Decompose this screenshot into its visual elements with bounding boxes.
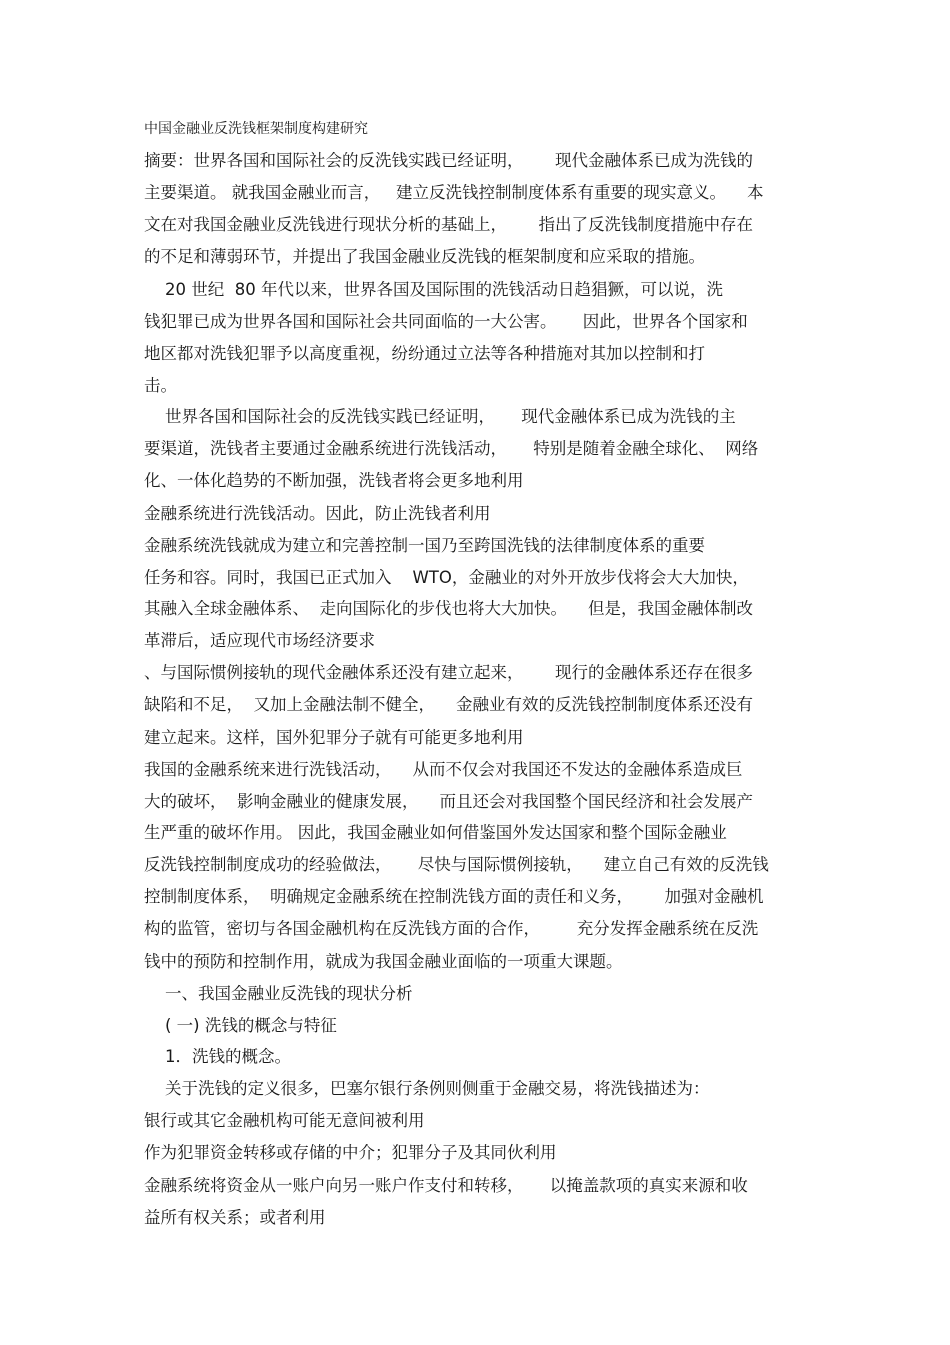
text-line: 我国的金融系统来进行洗钱活动， 从而不仅会对我国还不发达的金融体系造成巨 <box>144 760 743 779</box>
text-line: 钱中的预防和控制作用，就成为我国金融业面临的一项重大课题。 <box>144 952 623 971</box>
text-line: 其融入全球金融体系、 走向国际化的步伐也将大大加快。 但是，我国金融体制改 <box>144 599 753 618</box>
subsection-heading: ( 一) 洗钱的概念与特征 <box>144 1016 337 1035</box>
text-line: 地区都对洗钱犯罪予以高度重视，纷纷通过立法等各种措施对其加以控制和打 <box>144 344 705 363</box>
text-line: 摘要：世界各国和国际社会的反洗钱实践已经证明， 现代金融体系已成为洗钱的 <box>144 151 753 170</box>
text-line: 世界各国和国际社会的反洗钱实践已经证明， 现代金融体系已成为洗钱的主 <box>144 407 736 426</box>
text-line: 金融系统将资金从一账户向另一账户作支付和转移， 以掩盖款项的真实来源和收 <box>144 1176 748 1195</box>
text-line: 金融系统进行洗钱活动。因此，防止洗钱者利用 <box>144 504 491 523</box>
text-line: 击。 <box>144 376 177 395</box>
text-line: 银行或其它金融机构可能无意间被利用 <box>144 1111 425 1130</box>
text-line: 缺陷和不足， 又加上金融法制不健全， 金融业有效的反洗钱控制制度体系还没有 <box>144 695 753 714</box>
text-line: 、与国际惯例接轨的现代金融体系还没有建立起来， 现行的金融体系还存在很多 <box>144 663 753 682</box>
text-line: 金融系统洗钱就成为建立和完善控制一国乃至跨国洗钱的法律制度体系的重要 <box>144 536 705 555</box>
text-line: 的不足和薄弱环节，并提出了我国金融业反洗钱的框架制度和应采取的措施。 <box>144 247 705 266</box>
subsection-heading: 1．洗钱的概念。 <box>144 1047 291 1066</box>
text-line: 构的监管，密切与各国金融机构在反洗钱方面的合作， 充分发挥金融系统在反洗 <box>144 919 759 938</box>
text-line: 文在对我国金融业反洗钱进行现状分析的基础上， 指出了反洗钱制度措施中存在 <box>144 215 753 234</box>
text-line: 主要渠道。 就我国金融业而言， 建立反洗钱控制制度体系有重要的现实意义。 本 <box>144 183 764 202</box>
text-line: 益所有权关系；或者利用 <box>144 1208 326 1227</box>
text-line: 革滞后，适应现代市场经济要求 <box>144 631 375 650</box>
text-line: 反洗钱控制制度成功的经验做法， 尽快与国际惯例接轨， 建立自己有效的反洗钱 <box>144 855 769 874</box>
text-line: 关于洗钱的定义很多，巴塞尔银行条例则侧重于金融交易，将洗钱描述为： <box>144 1079 710 1098</box>
section-heading: 一、我国金融业反洗钱的现状分析 <box>144 984 413 1003</box>
text-line: 生严重的破坏作用。 因此，我国金融业如何借鉴国外发达国家和整个国际金融业 <box>144 823 727 842</box>
text-line: 化、一体化趋势的不断加强，洗钱者将会更多地利用 <box>144 471 524 490</box>
document-title: 中国金融业反洗钱框架制度构建研究 <box>144 121 368 137</box>
text-line: 20 世纪 80 年代以来，世界各国及国际围的洗钱活动日趋猖獗，可以说，洗 <box>144 280 723 299</box>
text-line: 要渠道，洗钱者主要通过金融系统进行洗钱活动， 特别是随着金融全球化、 网络 <box>144 439 759 458</box>
text-line: 建立起来。这样，国外犯罪分子就有可能更多地利用 <box>144 728 524 747</box>
text-line: 钱犯罪已成为世界各国和国际社会共同面临的一大公害。 因此，世界各个国家和 <box>144 312 748 331</box>
text-line: 控制制度体系， 明确规定金融系统在控制洗钱方面的责任和义务， 加强对金融机 <box>144 887 764 906</box>
text-line: 任务和容。同时，我国已正式加入 WTO，金融业的对外开放步伐将会大大加快， <box>144 568 749 587</box>
text-line: 作为犯罪资金转移或存储的中介；犯罪分子及其同伙利用 <box>144 1143 557 1162</box>
text-line: 大的破坏， 影响金融业的健康发展， 而且还会对我国整个国民经济和社会发展产 <box>144 792 753 811</box>
